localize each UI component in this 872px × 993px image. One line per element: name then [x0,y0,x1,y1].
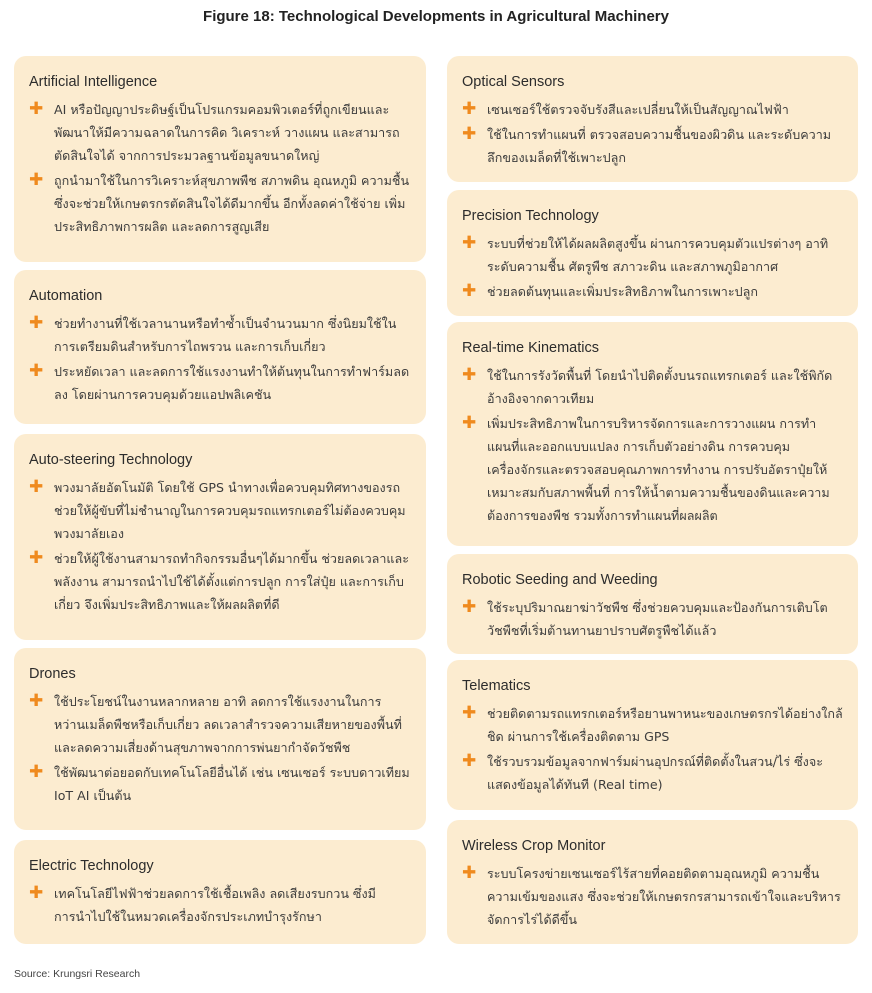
card-title: Telematics [462,678,531,694]
list-item [29,761,412,807]
list-item [29,169,412,238]
plus-icon: ✚ [29,548,44,568]
plus-icon: ✚ [29,883,44,903]
list-item [29,882,412,928]
card-optical-sensors [447,56,858,182]
list-item [462,702,844,748]
card-title: Auto-steering Technology [29,452,193,468]
item-text: ใช้ในการทำแผนที่ ตรวจสอบความชื้นของผิวดิน และระดับความลึกของเมล็ดที่ใช้เพาะปลูก [487,127,832,165]
item-text: ใช้ในการรังวัดพื้นที่ โดยนำไปติดตั้งบนรถแทรกเตอร์ และใช้พิกัดอ้างอิงจากดาวเทียม [487,368,833,406]
list-item [462,232,844,278]
plus-icon: ✚ [462,124,477,144]
card-title: Real-time Kinematics [462,340,599,356]
plus-icon: ✚ [29,361,44,381]
plus-icon: ✚ [462,751,477,771]
plus-icon: ✚ [462,233,477,253]
card-title: Artificial Intelligence [29,74,158,90]
item-text: พวงมาลัยอัตโนมัติ โดยใช้ GPS นำทางเพื่อควบคุมทิศทางของรถ ช่วยให้ผู้ขับที่ไม่ชำนาญในการควบคุมรถแทรกเตอร์ไม่ต้องควบคุมพวงมาลัยเอง [54,480,406,541]
list-item [29,690,412,759]
list-item [29,547,412,616]
card-robotic-seeding-and-weeding [447,554,858,654]
plus-icon: ✚ [29,99,44,119]
card-title: Wireless Crop Monitor [462,838,606,854]
source-note: Source: Krungsri Research [14,968,141,980]
plus-icon: ✚ [462,281,477,301]
card-title: Robotic Seeding and Weeding [462,572,658,588]
list-item [29,312,412,358]
plus-icon: ✚ [462,863,477,883]
list-item [462,98,844,121]
card-drones [14,648,426,830]
item-text: ใช้ประโยชน์ในงานหลากหลาย อาทิ ลดการใช้แรงงานในการหว่านเมล็ดพืชหรือเก็บเกี่ยว ลดเวลาสำรวจความเสียหายของพื้นที่ และลดความเสี่ยงด้านสุขภาพจากการพ่นยากำจัดวัชพืช [54,694,402,755]
plus-icon: ✚ [29,170,44,190]
item-text: ช่วยติดตามรถแทรกเตอร์หรือยานพาหนะของเกษตรกรได้อย่างใกล้ชิด ผ่านการใช้เครื่องติดตาม GPS [487,706,843,744]
list-item [462,364,844,410]
list-item [462,596,844,642]
plus-icon: ✚ [29,691,44,711]
card-title: Optical Sensors [462,74,565,90]
card-electric-technology [14,840,426,944]
list-item [462,280,844,303]
list-item [29,360,412,406]
item-text: เทคโนโลยีไฟฟ้าช่วยลดการใช้เชื้อเพลิง ลดเสียงรบกวน ซึ่งมีการนำไปใช้ในหมวดเครื่องจักรประเภทบำรุงรักษา [54,886,376,924]
item-text: ประหยัดเวลา และลดการใช้แรงงานทำให้ต้นทุนในการทำฟาร์มลดลง โดยผ่านการควบคุมด้วยแอปพลิเคชัน [54,364,410,402]
item-text: ถูกนำมาใช้ในการวิเคราะห์สุขภาพพืช สภาพดิน อุณหภูมิ ความชื้น ซึ่งจะช่วยให้เกษตรกรตัดสินใจได้ดีมากขึ้น อีกทั้งลดค่าใช้จ่าย เพิ่มประสิทธิภาพการผลิต และลดการสูญเสีย [54,173,410,234]
card-real-time-kinematics [447,322,858,546]
item-text: ใช้พัฒนาต่อยอดกับเทคโนโลยีอื่นได้ เช่น เซนเซอร์ ระบบดาวเทียม IoT AI เป็นต้น [54,765,410,803]
plus-icon: ✚ [29,762,44,782]
card-precision-technology [447,190,858,316]
card-title: Drones [29,666,76,682]
list-item [462,862,844,931]
card-wireless-crop-monitor [447,820,858,944]
item-text: AI หรือปัญญาประดิษฐ์เป็นโปรแกรมคอมพิวเตอร์ที่ถูกเขียนและพัฒนาให้มีความฉลาดในการคิด วิเคราะห์ วางแผน และสามารถตัดสินใจได้ จากการประมวลฐานข้อมูลขนาดใหญ่ [54,102,400,163]
plus-icon: ✚ [462,365,477,385]
figure-title: Figure 18: Technological Developments in Agricultural Machinery [203,8,669,25]
plus-icon: ✚ [29,477,44,497]
plus-icon: ✚ [462,703,477,723]
card-automation [14,270,426,424]
card-auto-steering-technology [14,434,426,640]
item-text: ใช้ระบุปริมาณยาฆ่าวัชพืช ซึ่งช่วยควบคุมและป้องกันการเติบโตวัชพืชที่เริ่มต้านทานยาปราบศัตรูพืชได้แล้ว [487,600,828,638]
list-item [462,750,844,796]
item-text: ช่วยทำงานที่ใช้เวลานานหรือทำซ้ำเป็นจำนวนมาก ซึ่งนิยมใช้ในการเตรียมดินสำหรับการไถพรวน และการเก็บเกี่ยว [54,316,397,354]
item-text: ระบบโครงข่ายเซนเซอร์ไร้สายที่คอยติดตามอุณหภูมิ ความชื้น ความเข้มของแสง ซึ่งจะช่วยให้เกษตรกรสามารถเข้าใจและบริหารจัดการไร่ได้ดีขึ้น [487,866,841,927]
item-text: เซนเซอร์ใช้ตรวจจับรังสีและเปลี่ยนให้เป็นสัญญาณไฟฟ้า [487,102,789,117]
item-text: ใช้รวบรวมข้อมูลจากฟาร์มผ่านอุปกรณ์ที่ติดตั้งในสวน/ไร่ ซึ่งจะแสดงข้อมูลได้ทันที (Real time) [487,754,823,792]
list-item [462,412,844,527]
plus-icon: ✚ [462,99,477,119]
plus-icon: ✚ [29,313,44,333]
item-text: ช่วยให้ผู้ใช้งานสามารถทำกิจกรรมอื่นๆได้มากขึ้น ช่วยลดเวลาและพลังงาน สามารถนำไปใช้ได้ตั้งแต่การปลูก การใส่ปุ๋ย และการเก็บเกี่ยว จึงเพิ่มประสิทธิภาพและให้ผลผลิตที่ดี [54,551,410,612]
card-title: Precision Technology [462,208,599,224]
item-text: ช่วยลดต้นทุนและเพิ่มประสิทธิภาพในการเพาะปลูก [487,284,758,299]
card-title: Automation [29,288,103,304]
card-title: Electric Technology [29,858,154,874]
card-artificial-intelligence [14,56,426,262]
plus-icon: ✚ [462,597,477,617]
list-item [462,123,844,169]
plus-icon: ✚ [462,413,477,433]
list-item [29,476,412,545]
card-telematics [447,660,858,810]
list-item [29,98,412,167]
item-text: เพิ่มประสิทธิภาพในการบริหารจัดการและการวางแผน การทำแผนที่และออกแบบแปลง การเก็บตัวอย่างดิน การควบคุมเครื่องจักรและตรวจสอบคุณภาพการทำงาน การปรับอัตราปุ๋ยให้เหมาะสมกับสภาพพื้นที่ การให้น้ำตามความชื้นของดินและความต้องการของพืช รวมทั้งการทำแผนที่ผลผลิต [487,416,830,523]
item-text: ระบบที่ช่วยให้ได้ผลผลิตสูงขึ้น ผ่านการควบคุมตัวแปรต่างๆ อาทิ ระดับความชื้น ศัตรูพืช สภาวะดิน และสภาพภูมิอากาศ [487,236,829,274]
